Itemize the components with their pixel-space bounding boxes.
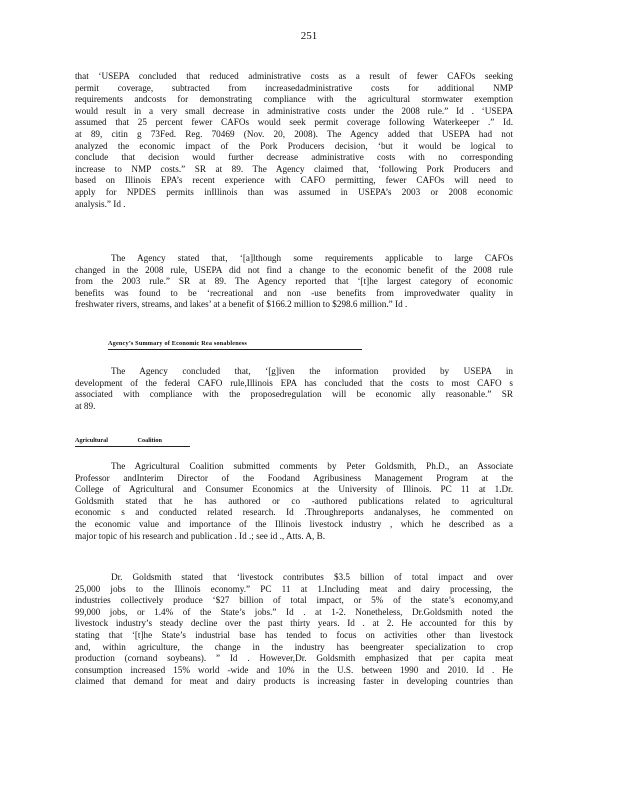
text-line: assumed that 25 percent fewer CAFOs would seek permit coverage following Waterkeeper .” Id. bbox=[75, 117, 513, 128]
text-line: freshwater rivers, streams, and lakes’ at a benefit of $166.2 million to $298.6 million.” Id . bbox=[75, 299, 408, 310]
text-line: benefits was found to be ‘recreational and non -use benefits from improvedwater quality in bbox=[75, 287, 513, 298]
paragraph-goldsmith-intro bbox=[75, 461, 513, 542]
text-line: The Agency stated that, ‘[a]lthough some requirements applicable to large CAFOs bbox=[111, 253, 513, 263]
text-line: development of the federal CAFO rule,Illinois EPA has concluded that the costs to most CAFO s bbox=[75, 377, 513, 388]
text-line: analyzed the economic impact of the Pork Producers decision, ‘but it would be logical to bbox=[75, 140, 513, 151]
text-line: conclude that decision would further decrease administrative costs with no corresponding bbox=[75, 152, 513, 163]
text-line: and, within agriculture, the change in the industry has beengreater specialization to crop bbox=[75, 641, 513, 652]
text-line: major topic of his research and publication . Id .; see id ., Atts. A, B. bbox=[75, 530, 326, 541]
text-line: Dr. Goldsmith stated that ‘livestock contributes $3.5 billion of total impact and over bbox=[111, 572, 513, 582]
text-line: livestock industry’s steady decline over the past thirty years. Id . at 2. He accounted for this by bbox=[75, 618, 513, 629]
text-line: stating that ‘[t]he State’s industrial base has tended to focus on activities other than livestock bbox=[75, 629, 513, 640]
text-line: increase to NMP costs.” SR at 89. The Agency claimed that, ‘following Pork Producers and bbox=[75, 163, 513, 174]
text-line: associated with compliance with the proposedregulation will be economic ally reasonable.” SR bbox=[75, 389, 513, 400]
text-line: production (cornand soybeans). ” Id . However,Dr. Goldsmith emphasized that per capita meat bbox=[75, 653, 513, 664]
section-heading-agricultural-coalition: Agricultural Coalition bbox=[75, 437, 162, 444]
text-line: apply for NPDES permits inIllinois than was assumed in USEPA’s 2003 or 2008 economic bbox=[75, 186, 513, 197]
text-line: that ‘USEPA concluded that reduced administrative costs as a result of fewer CAFOs seeking bbox=[75, 71, 513, 81]
text-line: changed in the 2008 rule, USEPA did not find a change to the economic benefit of the 2008 rule bbox=[75, 264, 513, 275]
text-line: would result in a very small decrease in administrative costs under the 2008 rule.” Id . ‘USEPA bbox=[75, 105, 513, 116]
text-line: at 89. bbox=[75, 400, 96, 411]
text-line: at 89, citin g 73Fed. Reg. 70469 (Nov. 20, 2008). The Agency added that USEPA had not bbox=[75, 128, 513, 139]
paragraph-agency-conclusion bbox=[75, 366, 513, 412]
paragraph-pork-producers bbox=[75, 71, 513, 210]
text-line: the economic value and importance of the Illinois livestock industry , which he described as a bbox=[75, 518, 513, 529]
heading-underline bbox=[75, 446, 190, 447]
text-line: analysis.” Id . bbox=[75, 198, 126, 209]
text-line: 25,000 jobs to the Illinois economy.” PC 11 at 1.Including meat and dairy processing, the bbox=[75, 583, 513, 594]
text-line: based on Illinois EPA’s recent experience with CAFO permitting, fewer CAFOs will need to bbox=[75, 175, 513, 186]
text-line: Goldsmith stated that he has authored or co -authored publications related to agricultural bbox=[75, 495, 513, 506]
text-line: The Agency concluded that, ‘[g]iven the information provided by USEPA in bbox=[111, 366, 513, 376]
text-line: economic s and conducted related research. Id .Throughreports andanalyses, he commented on bbox=[75, 507, 513, 518]
text-line: from the 2003 rule.” SR at 89. The Agency reported that ‘[t]he largest category of economic bbox=[75, 276, 513, 287]
text-line: The Agricultural Coalition submitted comments by Peter Goldsmith, Ph.D., an Associate bbox=[111, 461, 513, 471]
text-line: Professor andInterim Director of the Foodand Agribusiness Management Program at the bbox=[75, 472, 513, 483]
text-line: claimed that demand for meat and dairy products is increasing faster in developing countries than bbox=[75, 676, 513, 687]
text-line: industries collectively produce ‘$27 billion of total impact, or 5% of the state’s economy,and bbox=[75, 595, 513, 606]
text-line: permit coverage, subtracted from increasedadministrative costs for additional NMP bbox=[75, 82, 513, 93]
text-line: 99,000 jobs, or 1.4% of the State’s jobs.” Id . at 1-2. Nonetheless, Dr.Goldsmith noted the bbox=[75, 606, 513, 617]
section-heading-agency-summary: Agency’s Summary of Economic Rea sonableness bbox=[108, 340, 248, 347]
page-number: 251 bbox=[300, 30, 318, 42]
heading-underline bbox=[108, 349, 362, 350]
text-line: College of Agricultural and Consumer Economics at the University of Illinois. PC 11 at 1.Dr. bbox=[75, 484, 513, 495]
text-line: consumption increased 15% world -wide and 10% in the U.S. between 1990 and 2010. Id . He bbox=[75, 664, 513, 675]
paragraph-economic-benefit bbox=[75, 253, 513, 311]
paragraph-goldsmith-livestock bbox=[75, 572, 513, 688]
text-line: requirements andcosts for demonstrating compliance with the agricultural stormwater exemption bbox=[75, 94, 513, 105]
